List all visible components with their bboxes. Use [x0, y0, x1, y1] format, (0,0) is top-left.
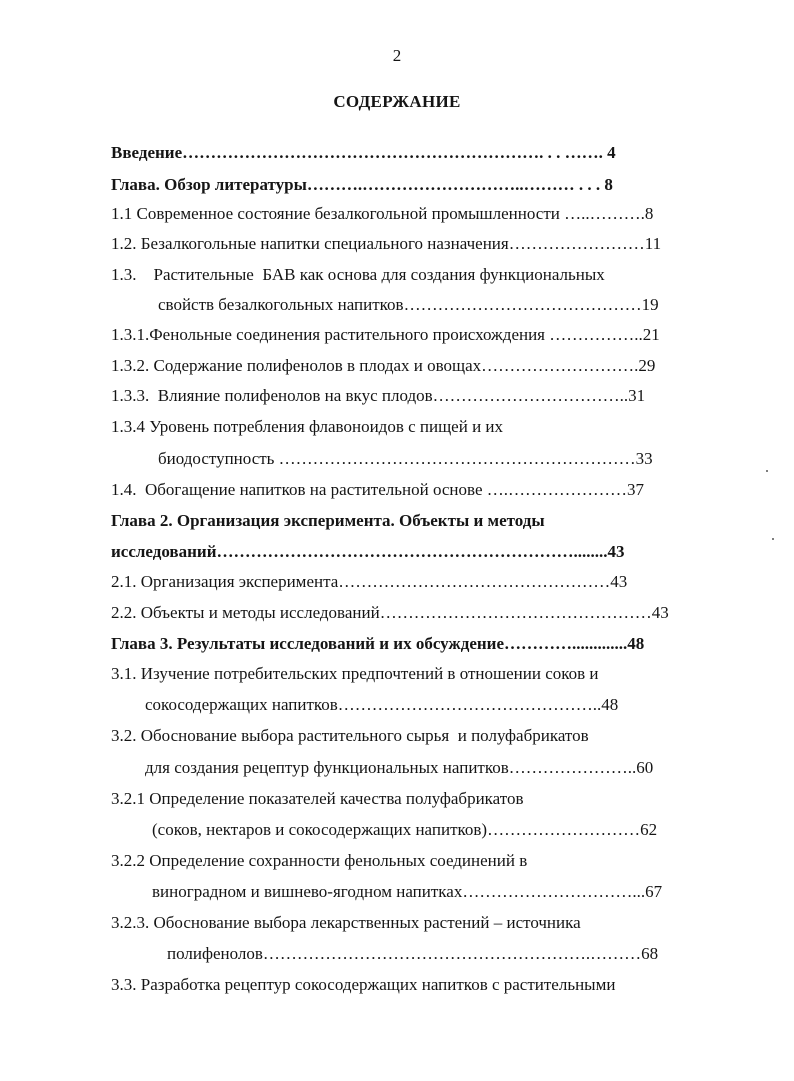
scan-speck [772, 538, 774, 540]
toc-entry-3-2-2-cont: виноградном и вишнево-ягодном напитках…………………………...67 [152, 882, 663, 901]
toc-entry-2-2: 2.2. Объекты и методы исследований…………………………………………43 [111, 603, 669, 622]
toc-entry-3-2: 3.2. Обоснование выбора растительного сырья и полуфабрикатов [111, 726, 589, 745]
toc-entry-3-2-cont: для создания рецептур функциональных напитков…………………..60 [145, 758, 654, 777]
toc-entry-1-4: 1.4. Обогащение напитков на растительной основе ….…………………37 [111, 480, 644, 499]
toc-entry-2-1: 2.1. Организация эксперимента…………………………………………43 [111, 572, 628, 591]
toc-entry-3-3: 3.3. Разработка рецептур сокосодержащих напитков с растительными [111, 975, 616, 994]
toc-entry-1-1: 1.1 Современное состояние безалкогольной промышленности …..……….8 [111, 204, 654, 223]
toc-entry-1-3-1: 1.3.1.Фенольные соединения растительного происхождения ……………..21 [111, 325, 660, 344]
toc-entry-1-3-cont: свойств безалкогольных напитков……………………………………19 [158, 295, 659, 314]
toc-entry-chapter-2-cont: исследований………………………………………………………........43 [111, 542, 625, 561]
page-title: СОДЕРЖАНИЕ [333, 92, 461, 111]
toc-entry-introduction: Введение………………………………………………………. . . ……. 4 [111, 143, 616, 162]
page-number: 2 [392, 46, 402, 65]
toc-entry-1-3: 1.3. Растительные БАВ как основа для создания функциональных [111, 265, 605, 284]
toc-entry-1-3-3: 1.3.3. Влияние полифенолов на вкус плодов……………………………..31 [111, 386, 646, 405]
toc-entry-chapter-2: Глава 2. Организация эксперимента. Объекты и методы [111, 511, 545, 530]
toc-entry-1-3-4-cont: биодоступность ………………………………………………………33 [158, 449, 653, 468]
toc-entry-3-2-1: 3.2.1 Определение показателей качества полуфабрикатов [111, 789, 524, 808]
toc-entry-3-2-1-cont: (соков, нектаров и сокосодержащих напитков)………………………62 [152, 820, 658, 839]
toc-entry-chapter-3: Глава 3. Результаты исследований и их обсуждение………….............48 [111, 634, 645, 653]
scan-speck [766, 470, 768, 472]
toc-entry-3-1-cont: сокосодержащих напитков………………………………………..48 [145, 695, 619, 714]
toc-entry-3-2-2: 3.2.2 Определение сохранности фенольных соединений в [111, 851, 528, 870]
toc-entry-3-2-3-cont: полифенолов………………………………………………….………68 [167, 944, 659, 963]
toc-entry-1-2: 1.2. Безалкогольные напитки специального назначения……………………11 [111, 234, 662, 253]
toc-entry-chapter-1: Глава. Обзор литературы……….………………………..……… . . . 8 [111, 175, 613, 194]
toc-entry-3-1: 3.1. Изучение потребительских предпочтений в отношении соков и [111, 664, 599, 683]
toc-entry-1-3-2: 1.3.2. Содержание полифенолов в плодах и овощах……………………….29 [111, 356, 656, 375]
toc-entry-3-2-3: 3.2.3. Обоснование выбора лекарственных растений – источника [111, 913, 581, 932]
toc-entry-1-3-4: 1.3.4 Уровень потребления флавоноидов с пищей и их [111, 417, 504, 436]
